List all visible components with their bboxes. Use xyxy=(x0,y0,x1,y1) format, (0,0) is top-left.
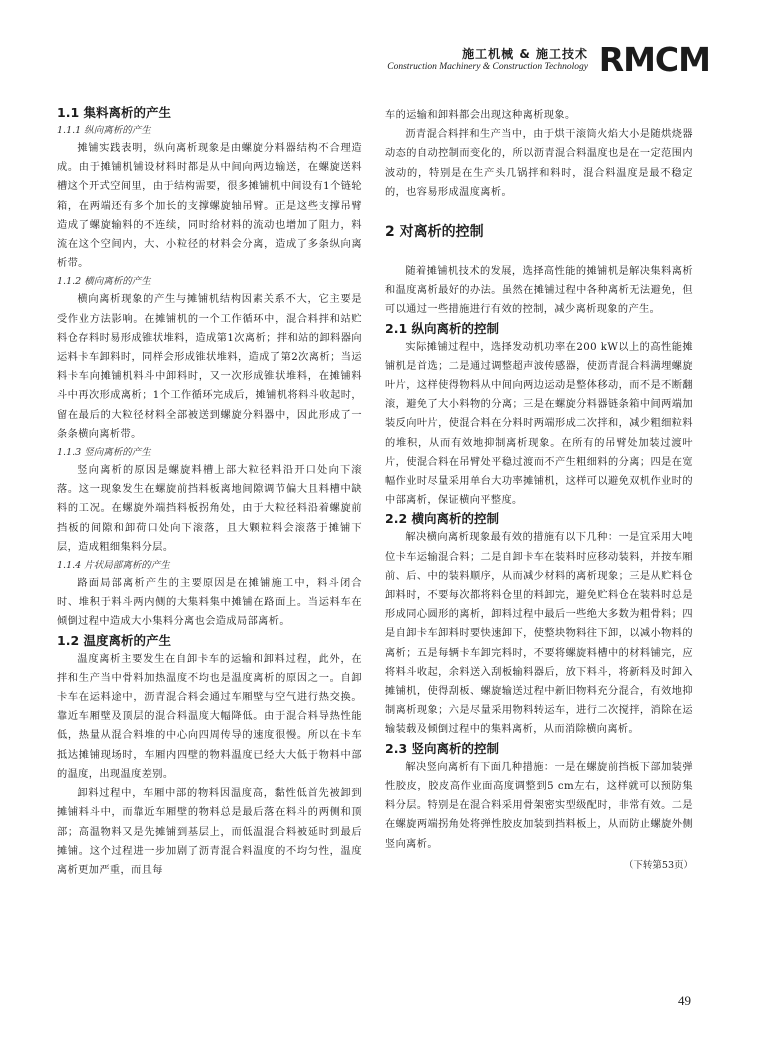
spacer xyxy=(385,202,693,222)
journal-title-en: Construction Machinery & Construction Technology xyxy=(387,62,588,72)
paragraph: 温度离析主要发生在自卸卡车的运输和卸料过程，此外，在拌和生产当中骨料加热温度不均也是温度离析的原因之一。自卸卡车在运料途中，沥青混合料会通过车厢壁与空气进行热交换。靠近车厢壁及顶层的混合料温度大幅降低。由于混合料导热性能低，热量从混合料堆的中心向四周传导的速度很慢。所以在卡车抵达摊铺现场时，车厢内四壁的物料温度已经大大低于物料中部的温度，出现温度差别。 xyxy=(57,653,362,780)
section-2-2-title: 2.2 横向离析的控制 xyxy=(385,511,499,527)
journal-logo: RMCM xyxy=(598,40,710,79)
paragraph: 摊铺实践表明，纵向离析现象是由螺旋分料器结构不合理造成。由于摊铺机铺设材料时都是从中间向两边输送，在螺旋送料槽这个开式空间里，由于结构需要，很多摊铺机中间设有1个链轮箱，在两端还有多个加长的支撑螺旋轴吊臂。正是这些支撑吊臂造成了螺旋输料的不连续，同时给材料的流动也增加了阻力，料流在这个空间内，大、小粒径的材料会分离，造成了多条纵向离析带。 xyxy=(57,143,362,270)
section-2-title: 2 对离析的控制 xyxy=(385,224,484,241)
spacer xyxy=(385,242,693,262)
right-column xyxy=(385,106,693,874)
section-1-1-title: 1.1 集料离析的产生 xyxy=(57,105,171,120)
paragraph: 实际摊铺过程中，选择发动机功率在200 kW以上的高性能摊铺机是首选；二是通过调整超声波传感器，使沥青混合料满埋螺旋叶片，这样使得物料从中间向两边运动是整体移动，而不是不断翻滚，避免了大小料物的分离；三是在螺旋分料器链条箱中间两端加装反向叶片，使混合料在分料时两端形成二次拌和，减少粗细粒料的堆积，从而有效地抑制离析现象。在所有的吊臂处加装过渡叶片，使混合料在吊臂处平稳过渡而不产生粗细料的分离；四是在宽幅作业时尽量采用单台大功率摊铺机，这样可以避免双机作业时的中部离析，保证横向平整度。 xyxy=(385,341,693,507)
section-2-3-title: 2.3 竖向离析的控制 xyxy=(385,740,499,756)
paragraph: 沥青混合料拌和生产当中，由于烘干滚筒火焰大小是随烘烧器动态的自动控制而变化的，所以沥青混合料温度也是在一定范围内波动的，特别是在生产头几锅拌和料时，混合料温度是最不稳定的，也容易形成温度离析。 xyxy=(385,129,693,198)
section-1-1-2-title: 1.1.2 横向离析的产生 xyxy=(57,276,151,288)
paragraph: 卸料过程中，车厢中部的物料因温度高，黏性低首先被卸到摊铺料斗中，而靠近车厢壁的物料总是最后落在料斗的两侧和顶部；高温物料又是先摊铺到基层上，而低温混合料被延时到最后摊铺。这个过程进一步加剧了沥青混合料温度的不均匀性，温度离析更加严重，而且每 xyxy=(57,788,362,876)
paragraph: 解决横向离析现象最有效的措施有以下几种：一是宜采用大吨位卡车运输混合料；二是自卸卡车在装料时应移动装料，并按车厢前、后、中的装料顺序，从而减少材料的离析现象；三是从贮料仓卸料时，不要每次都将料仓里的料卸完，避免贮料仓在装料时总是形成同心圆形的离析，卸料过程中最后一些绝大多数为粗骨料；四是自卸卡车卸料时要快速卸下，使整块物料往下卸，以减小物料的离析；五是每辆卡车卸完料时，不要将螺旋料槽中的材料铺完，应将料斗收起，余料送入刮板输料器后，放下料斗，将新料及时卸入摊铺机，使得刮板、螺旋输送过程中新旧物料充分混合，有效地抑制离析现象；六是尽量采用物料转运车，进行二次搅拌，消除在运输装载及倾倒过程中的集料离析，从而消除横向离析。 xyxy=(385,532,693,736)
section-1-1-4-title: 1.1.4 片状局部离析的产生 xyxy=(57,560,170,572)
paragraph: 随着摊铺机技术的发展，选择高性能的摊铺机是解决集料离析和温度离析最好的办法。虽然在摊铺过程中各种离析无法避免，但可以通过一些措施进行有效的控制，减少离析现象的产生。 xyxy=(385,266,693,316)
page-number: 49 xyxy=(678,993,691,1008)
paragraph: 路面局部离析产生的主要原因是在摊铺施工中，料斗闭合时、堆积于料斗两内侧的大集料集中摊铺在路面上。当运料车在倾倒过程中造成大小集料分离也会造成局部离析。 xyxy=(57,578,362,628)
paragraph: 横向离析现象的产生与摊铺机结构因素关系不大，它主要是受作业方法影响。在摊铺机的一个工作循环中，混合料拌和站贮料仓存料时易形成锥状堆料，造成第1次离析；拌和站的卸料器向运料卡车卸料时，同样会形成锥状堆料，造成了第2次离析；当运料卡车向摊铺机料斗中卸料时，又一次形成锥状堆料，在摊铺料斗中再次形成离析；1个工作循环完成后，摊铺机将料斗收起时，留在最后的大粒径材料全部被送到螺旋分料器中，因此形成了一条条横向离析带。 xyxy=(57,294,362,440)
section-1-1-1-title: 1.1.1 纵向离析的产生 xyxy=(57,125,151,136)
section-1-2-title: 1.2 温度离析的产生 xyxy=(57,632,171,648)
paragraph-continued: 车的运输和卸料都会出现这种离析现象。 xyxy=(385,110,576,121)
section-2-1-title: 2.1 纵向离析的控制 xyxy=(385,320,499,336)
journal-title-cn: 施工机械 & 施工技术 xyxy=(462,47,588,61)
paragraph: 解决竖向离析有下面几种措施：一是在螺旋前挡板下部加装弹性胶皮，胶皮高作业面高度调整到5 cm左右，这样就可以预防集料分层。特别是在混合料采用骨架密实型级配时，非常有效。二是在螺旋两端拐角处将弹性胶皮加装到挡料板上，从而防止螺旋外侧竖向离析。 xyxy=(385,761,693,850)
section-1-1-3-title: 1.1.3 竖向离析的产生 xyxy=(57,447,151,459)
journal-header xyxy=(380,42,710,82)
paragraph: 竖向离析的原因是螺旋料槽上部大粒径料沿开口处向下滚落。这一现象发生在螺旋前挡料板离地间隙调节偏大且料槽中缺料的工况。在螺旋外端挡料板拐角处，由于大粒径料沿着螺旋前挡板的间隙和卸荷口处向下滚落，且大颗粒料会滚落于摊铺下层，造成粗细集料分层。 xyxy=(57,465,362,553)
continued-note: （下转第53页） xyxy=(623,859,693,871)
left-column xyxy=(57,104,362,880)
